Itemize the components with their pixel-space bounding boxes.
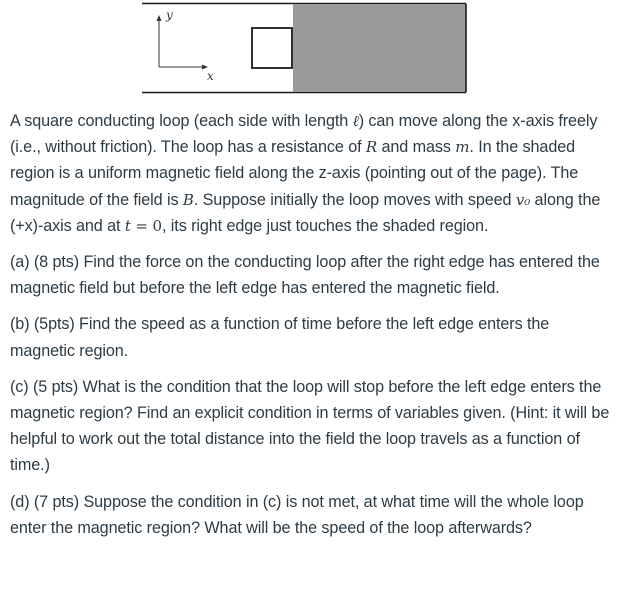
intro-text-2: ) can move along the x-axis freely (i.e., without friction). The loop has a resistance of <box>10 112 598 157</box>
part-b: (b) (5pts) Find the speed as a function of time before the left edge enters the magnetic region. <box>10 315 550 360</box>
var-B: B <box>182 190 194 209</box>
y-axis-label: y <box>166 8 173 22</box>
var-t: t <box>124 216 131 235</box>
x-axis-label: x <box>207 69 214 83</box>
intro-text-3: and mass <box>377 138 456 157</box>
intro-text-4: . In the shaded region is a uniform magnetic field along the z-axis (pointing out of the page). The magnitude of the field is <box>10 138 579 209</box>
intro-text-5: . Suppose initially the loop moves with speed <box>193 190 516 209</box>
var-v0: v₀ <box>515 190 531 209</box>
intro-text-6: along the (+x)-axis and at <box>10 190 601 235</box>
magnetic-field-region <box>293 4 466 92</box>
var-m: m <box>455 138 470 157</box>
diagram <box>0 0 621 100</box>
intro-text-1: A square conducting loop (each side with length <box>10 112 353 130</box>
diagram-svg <box>0 0 621 100</box>
problem-intro <box>10 108 614 239</box>
var-ell: ℓ <box>352 112 359 130</box>
conducting-loop <box>252 28 292 68</box>
part-a: (a) (8 pts) Find the force on the conducting loop after the right edge has entered the magnetic field but before the left edge has entered the magnetic field. <box>10 253 600 298</box>
var-R: R <box>365 138 378 157</box>
intro-text-7: , its right edge just touches the shaded region. <box>162 216 489 235</box>
equals-zero: = 0 <box>130 216 162 235</box>
y-axis-arrow <box>157 15 162 21</box>
part-d: (d) (7 pts) Suppose the condition in (c) is not met, at what time will the whole loop enter the magnetic region? What will be the speed of the loop afterwards? <box>10 492 584 537</box>
problem-text <box>10 108 614 551</box>
part-c: (c) (5 pts) What is the condition that the loop will stop before the left edge enters the magnetic region? Find an explicit condition in terms of variables given. (Hint: it will be helpful to work out the total distance into the field the loop travels as a function of time.) <box>10 377 610 475</box>
